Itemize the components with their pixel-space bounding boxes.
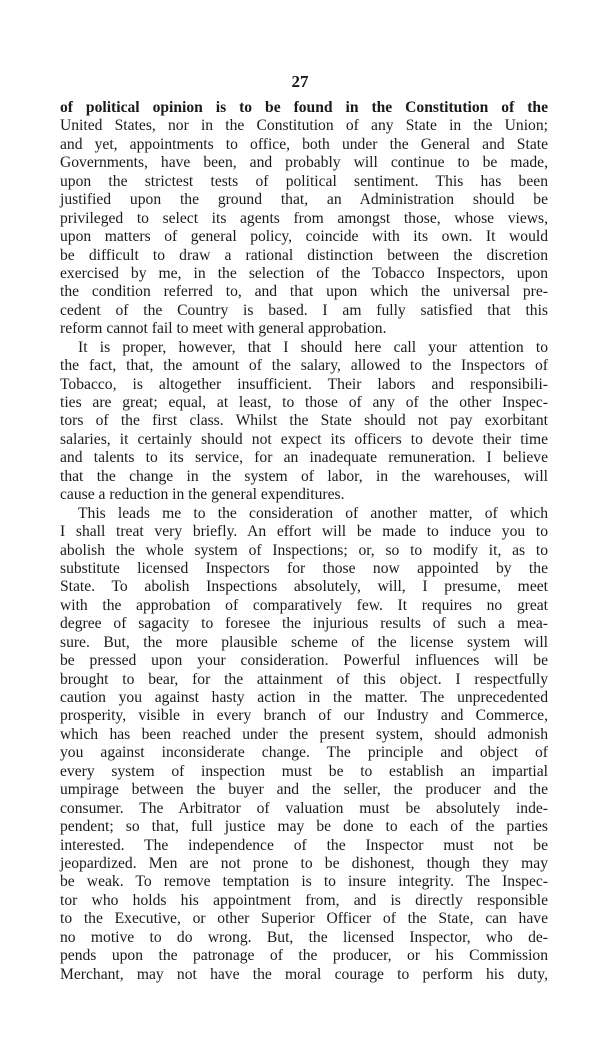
text-line: to the Executive, or other Superior Officer of the State, can have: [60, 910, 548, 928]
text-line: and talents to its service, for an inadequate remuneration. I believe: [60, 449, 548, 467]
text-line: pendent; so that, full justice may be done to each of the parties: [60, 818, 548, 836]
text-line: which has been reached under the present system, should admonish: [60, 725, 548, 743]
text-line: be difficult to draw a rational distinction between the discretion: [60, 246, 548, 264]
text-line: prosperity, visible in every branch of our Industry and Commerce,: [60, 707, 548, 725]
page-number: 27: [291, 72, 309, 91]
text-line: be pressed upon your consideration. Powerful influences will be: [60, 652, 548, 670]
text-line: ties are great; equal, at least, to those of any of the other Inspec-: [60, 394, 548, 411]
paragraph: [60, 505, 548, 984]
text-line: Tobacco, is altogether insufficient. Their labors and responsibili-: [60, 375, 548, 393]
text-line: privileged to select its agents from amongst those, whose views,: [60, 209, 548, 227]
text-line: It is proper, however, that I should here call your attention to: [78, 338, 548, 356]
body-text: [60, 99, 548, 984]
paragraph: [60, 99, 548, 339]
text-line: cedent of the Country is based. I am fully satisfied that this: [60, 301, 548, 319]
text-line: cause a reduction in the general expenditures.: [60, 486, 345, 504]
text-line: exercised by me, in the selection of the Tobacco Inspectors, upon: [60, 264, 548, 282]
text-line: umpirage between the buyer and the seller, the producer and the: [60, 781, 548, 799]
text-line: Merchant, may not have the moral courage to perform his duty,: [60, 965, 548, 983]
text-line: caution you against hasty action in the matter. The unprecedented: [60, 689, 548, 706]
text-line: every system of inspection must be to establish an impartial: [60, 762, 548, 780]
text-line: sure. But, the more plausible scheme of the license system will: [60, 633, 548, 651]
text-line: brought to bear, for the attainment of this object. I respectfully: [60, 670, 548, 688]
text-line: the fact, that, the amount of the salary, allowed to the Inspectors of: [60, 357, 548, 375]
text-line: and yet, appointments to office, both under the General and State: [60, 135, 548, 153]
text-line: jeopardized. Men are not prone to be dishonest, though they may: [60, 854, 548, 872]
text-line: substitute licensed Inspectors for those now appointed by the: [60, 559, 548, 577]
text-line: State. To abolish Inspections absolutely, will, I presume, meet: [60, 578, 548, 596]
text-line: no motive to do wrong. But, the licensed Inspector, who de-: [60, 928, 548, 946]
text-line: Governments, have been, and probably will continue to be made,: [60, 154, 548, 172]
text-line: pends upon the patronage of the producer, or his Commission: [60, 947, 548, 965]
text-line: This leads me to the consideration of another matter, of which: [78, 504, 548, 522]
text-line: abolish the whole system of Inspections; or, so to modify it, as to: [60, 541, 548, 559]
text-line: reform cannot fail to meet with general approbation.: [60, 320, 387, 338]
text-line: salaries, it certainly should not expect its officers to devote their time: [60, 430, 548, 448]
text-line: United States, nor in the Constitution of any State in the Union;: [60, 117, 548, 135]
text-line: with the approbation of comparatively few. It requires no great: [60, 596, 548, 614]
text-line: justified upon the ground that, an Administration should be: [60, 191, 548, 209]
text-line: upon the strictest tests of political sentiment. This has been: [60, 172, 548, 190]
text-line: be weak. To remove temptation is to insure integrity. The Inspec-: [60, 873, 548, 891]
text-line: the condition referred to, and that upon which the universal pre-: [60, 283, 548, 301]
text-line: interested. The independence of the Inspector must not be: [60, 836, 548, 854]
text-line: of political opinion is to be found in the Constitution of the: [60, 99, 548, 116]
text-line: degree of sagacity to foresee the injurious results of such a mea-: [60, 615, 548, 633]
paragraph: [60, 339, 548, 505]
text-line: tors of the first class. Whilst the State should not pay exorbitant: [60, 412, 548, 430]
text-line: that the change in the system of labor, in the warehouses, will: [60, 467, 548, 485]
text-line: consumer. The Arbitrator of valuation must be absolutely inde-: [60, 799, 548, 817]
text-line: tor who holds his appointment from, and is directly responsible: [60, 891, 548, 909]
text-line: I shall treat very briefly. An effort will be made to induce you to: [60, 523, 548, 541]
text-line: you against inconsiderate change. The principle and object of: [60, 744, 548, 762]
text-line: upon matters of general policy, coincide with its own. It would: [60, 228, 548, 246]
